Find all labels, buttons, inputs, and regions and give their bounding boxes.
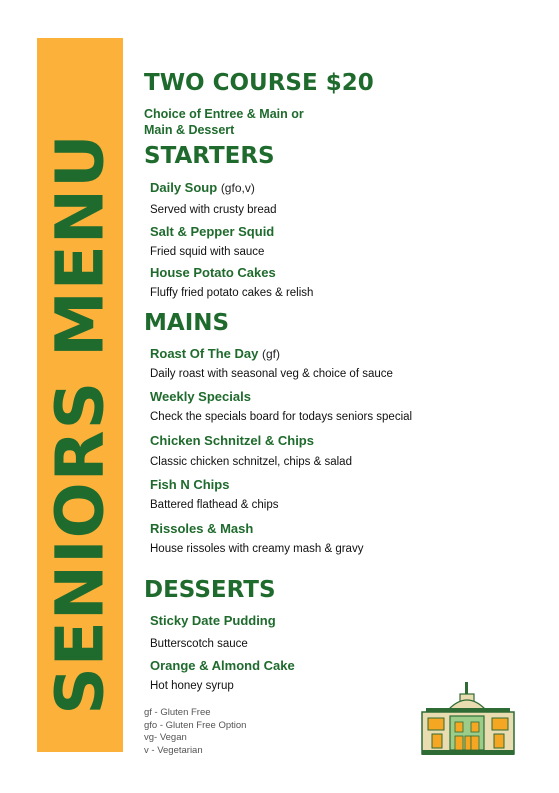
menu-item-name: Rissoles & Mash: [150, 521, 254, 536]
section-title-starters: STARTERS: [144, 143, 275, 169]
legend-item: v - Vegetarian: [144, 744, 203, 756]
menu-item-desc: Butterscotch sauce: [150, 638, 248, 650]
menu-item-name: House Potato Cakes: [150, 265, 276, 280]
menu-item-desc: Battered flathead & chips: [150, 499, 279, 511]
building-logo-icon: [418, 680, 518, 756]
menu-item-name: [150, 346, 280, 361]
menu-item-desc: Served with crusty bread: [150, 204, 277, 216]
section-title-desserts: DESSERTS: [144, 577, 276, 603]
side-title: SENIORS MENU: [41, 133, 119, 715]
menu-item-name: Fish N Chips: [150, 477, 230, 492]
menu-item-desc: House rissoles with creamy mash & gravy: [150, 543, 364, 555]
section-title-mains: MAINS: [144, 310, 230, 336]
item-name-text: Daily Soup: [150, 180, 218, 195]
menu-item-desc: Hot honey syrup: [150, 680, 234, 692]
menu-item-desc: Classic chicken schnitzel, chips & salad: [150, 456, 352, 468]
menu-item-desc: Fluffy fried potato cakes & relish: [150, 287, 314, 299]
diet-legend: [144, 707, 246, 757]
legend-item: gf - Gluten Free: [144, 707, 211, 718]
legend-item: gfo - Gluten Free Option: [144, 719, 247, 731]
menu-item-name: Sticky Date Pudding: [150, 613, 276, 628]
menu-item-name: Weekly Specials: [150, 389, 251, 404]
diet-tag: (gf): [261, 347, 280, 361]
menu-item-desc: Check the specials board for todays seniors special: [150, 411, 413, 423]
menu-item-name: [150, 180, 255, 195]
menu-item-name: Orange & Almond Cake: [150, 658, 295, 673]
menu-item-name: Chicken Schnitzel & Chips: [150, 433, 314, 448]
menu-item-desc: Daily roast with seasonal veg & choice of sauce: [150, 368, 393, 380]
offer-title: TWO COURSE $20: [144, 70, 374, 96]
item-name-text: Roast Of The Day: [150, 346, 259, 361]
menu-item-name: Salt & Pepper Squid: [150, 224, 275, 239]
diet-tag: (gfo,v): [220, 181, 255, 195]
legend-item: vg- Vegan: [144, 732, 187, 743]
offer-subtitle-line-1: Choice of Entree & Main or: [144, 107, 304, 121]
offer-subtitle: [144, 106, 304, 138]
offer-subtitle-line-2: Main & Dessert: [144, 123, 235, 137]
menu-item-desc: Fried squid with sauce: [150, 246, 265, 258]
